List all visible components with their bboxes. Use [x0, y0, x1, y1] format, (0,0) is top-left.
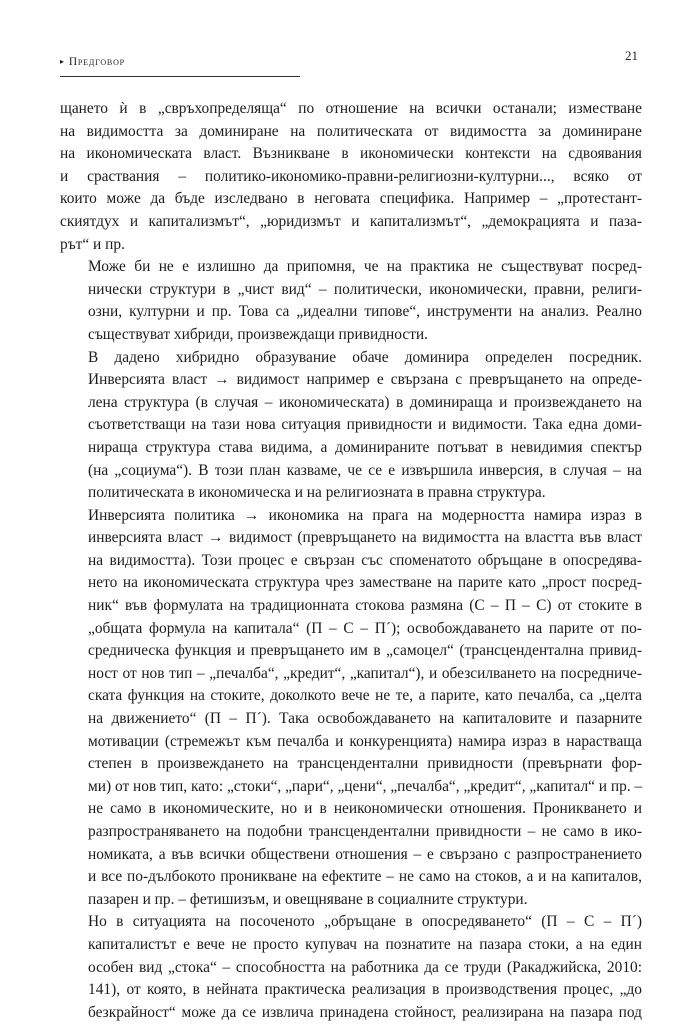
- text-line: „общата формула на капитала“ (П – С – П´); освобождаването на парите от по-: [88, 619, 642, 637]
- text-line: нически структури в „чист вид“ – политически, икономически, правни, религи-: [88, 280, 642, 298]
- text-line: степен в произвеждането на трансцендентални привидности (превърнати фор-: [88, 755, 642, 773]
- text-line: средническа функция и превръщането им в „самоцел“ (трансцендентална привид-: [88, 642, 642, 660]
- text-line: ската функция на стоките, доколкото вече не те, а парите, като печалба, са „целта: [88, 687, 642, 705]
- text-line: нираща структура става видима, а доминираните потъват в невидимия спектър: [88, 438, 642, 456]
- text-line: и все по-дълбокото проникване на ефектите – не само на стоков, а и на капиталов,: [88, 868, 642, 886]
- text-line: Инверсията власт → видимост например е свързана с превръщането на опреде-: [88, 371, 642, 389]
- paragraph: [60, 505, 642, 912]
- text-line: особен вид „стока“ – способността на работника да се труди (Ракаджийска, 2010:: [88, 958, 642, 976]
- text-line: капиталистът е вече не просто купувач на познатите на пазара стоки, а на един: [88, 935, 642, 953]
- text-line: на движението“ (П – П´). Така освобождаването на капиталовите и пазарните: [88, 710, 642, 728]
- text-line: на икономическата власт. Възникване в икономически контексти на сдвоявания: [60, 145, 642, 163]
- text-line: нето на икономическата структура чрез заместване на парите като „прост посред-: [88, 574, 642, 592]
- text-line: на видимостта за доминиране на политическата от видимостта за доминиране: [60, 122, 642, 140]
- paragraph: [60, 98, 642, 256]
- text-line: озни, културни и пр. Това са „идеални типове“, инструменти на анализ. Реално: [88, 303, 642, 321]
- paragraph: [60, 256, 642, 346]
- page-number: 21: [625, 48, 638, 63]
- text-line: номиката, а във всички обществени отношения – е свързано с разпространението: [88, 845, 642, 863]
- text-line: пазарен и пр. – фетишизъм, и овещняване в социалните структури.: [88, 890, 528, 908]
- section-title: Предговор: [68, 56, 125, 68]
- text-line: 141), от която, в нейната практическа реализация в производствения процес, „до: [88, 981, 642, 999]
- text-line: не само в икономическите, но и в неикономически отношения. Проникването и: [88, 800, 642, 818]
- text-line: съответстващи на тази нова ситуация привидности и видимости. Така една доми-: [88, 416, 642, 434]
- text-line: щането ѝ в „свръхопределяща“ по отношение на всички останали; изместване: [60, 100, 642, 117]
- text-line: ност от нов тип – „печалба“, „кредит“, „капитал“), и обезсилването на посредниче-: [88, 664, 642, 682]
- text-line: ми) от нов тип, като: „стоки“, „пари“, „цени“, „печалба“, „кредит“, „капитал“ и пр. –: [88, 777, 643, 795]
- text-line: Но в ситуацията на посоченото „обръщане в опосредяването“ (П – С – П´): [88, 913, 642, 931]
- triangle-marker-icon: ▸: [60, 57, 65, 66]
- text-line: които може да бъде изследвано в неговата специфика. Например – „протестант-: [60, 190, 642, 208]
- body-text: [60, 98, 642, 1024]
- text-line: В дадено хибридно образувание обаче доминира определен посредник.: [88, 348, 642, 366]
- running-header: [60, 56, 300, 76]
- text-line: съществуват хибриди, произвеждащи привидности.: [88, 325, 429, 343]
- text-line: политическата в икономическа и на религиозната в правна структура.: [88, 484, 546, 502]
- text-line: ник“ във формулата на традиционната стокова размяна (С – П – С) от стоките в: [88, 597, 642, 615]
- text-line: и сраствания – политико-икономико-правни-религиозни-културни..., всяко от: [60, 167, 642, 185]
- text-line: на видимостта). Този процес е свързан със споменатото обръщане в опосредява-: [88, 551, 642, 569]
- header-rule: [60, 76, 300, 77]
- text-line: Може би не е излишно да припомня, че на практика не съществуват посред-: [88, 258, 642, 276]
- text-line: разпространяването на подобни трансцендентални привидности – не само в ико-: [88, 823, 642, 840]
- text-line: (на „социума“). В този план казваме, че се е извършила инверсия, в случая – на: [88, 461, 642, 479]
- text-line: лена структура (в случая – икономическата) в доминираща и произвеждането на: [88, 393, 642, 411]
- paragraph: [60, 347, 642, 505]
- text-line: инверсията власт → видимост (превръщането на видимостта на властта във власт: [88, 529, 642, 547]
- paragraph: [60, 911, 642, 1024]
- text-line: рът“ и пр.: [60, 235, 125, 253]
- text-line: безкрайност“ може да се извлича принадена стойност, реализирана на пазара под: [88, 1003, 642, 1021]
- text-line: мотивации (стремежът към печалба и конкуренцията) намира израз в нарастваща: [88, 732, 642, 750]
- text-line: Инверсията политика → икономика на прага на модерността намира израз в: [88, 506, 642, 524]
- text-line: скиятдух и капитализмът“, „юридизмът и капитализмът“, „демокрацията и паза-: [60, 212, 642, 230]
